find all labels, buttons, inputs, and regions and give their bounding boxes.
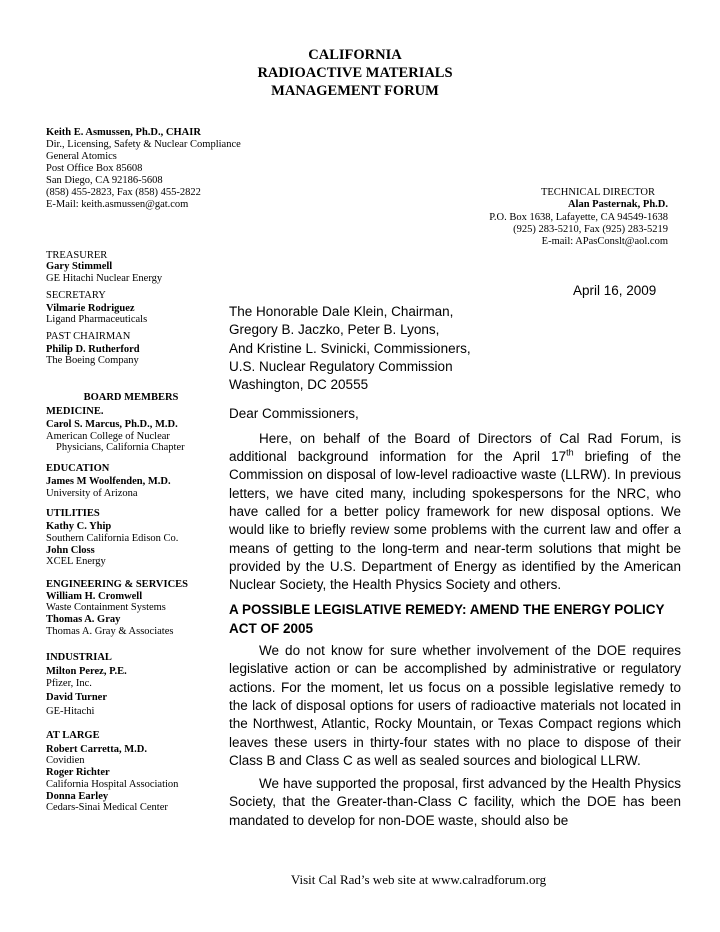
letter-date: April 16, 2009 — [573, 283, 657, 298]
member-name: Carol S. Marcus, Ph.D., M.D. — [46, 419, 178, 431]
treasurer-org: GE Hitachi Nuclear Energy — [46, 272, 163, 284]
member-org: Southern California Edison Co. — [46, 532, 179, 544]
title-line-1: CALIFORNIA — [308, 47, 402, 63]
category-education: EDUCATION — [46, 463, 110, 475]
category-engineering: ENGINEERING & SERVICES — [46, 578, 188, 590]
category-industrial: INDUSTRIAL — [46, 652, 112, 664]
member-name: Roger Richter — [46, 767, 110, 779]
member-org: California Hospital Association — [46, 778, 179, 790]
recipient-address — [229, 303, 681, 394]
salutation: Dear Commissioners, — [229, 406, 359, 422]
member-name: James M Woolfenden, M.D. — [46, 476, 171, 488]
address-line: U.S. Nuclear Regulatory Commission — [229, 358, 453, 374]
chair-line: Dir., Licensing, Safety & Nuclear Compliance — [46, 139, 241, 150]
member-name: John Closs — [46, 544, 95, 556]
member-org: Pfizer, Inc. — [46, 677, 92, 689]
technical-director-name: Alan Pasternak, Ph.D. — [567, 199, 668, 211]
member-org: XCEL Energy — [46, 556, 106, 568]
chair-line: Post Office Box 85608 — [46, 163, 143, 174]
member-name: Donna Earley — [46, 790, 109, 802]
paragraph-proposal: We have supported the proposal, first advanced by the Health Physics Society, that the Greater-than-Class C facility, which the DOE has been mandated to develop for non-DOE waste, should also be — [229, 776, 681, 828]
technical-director-line: P.O. Box 1638, Lafayette, CA 94549-1638 — [489, 211, 668, 223]
chair-line: (858) 455-2823, Fax (858) 455-2822 — [46, 187, 201, 198]
past-chairman-name: Philip D. Rutherford — [46, 344, 140, 356]
letter-body — [229, 303, 681, 835]
chair-line: San Diego, CA 92186-5608 — [46, 175, 163, 186]
ordinal-suffix: th — [566, 447, 574, 458]
footer — [0, 872, 720, 888]
footer-website-text: Visit Cal Rad’s web site at www.calradforum.org — [290, 872, 547, 887]
past-chairman-org: The Boeing Company — [46, 355, 139, 367]
address-line: Washington, DC 20555 — [229, 377, 369, 393]
member-name: Robert Carretta, M.D. — [46, 743, 147, 755]
member-org: American College of Nuclear — [46, 430, 170, 442]
secretary-name: Vilmarie Rodriguez — [46, 303, 135, 315]
chair-email: E-Mail: keith.asmussen@gat.com — [46, 199, 189, 210]
role-secretary: SECRETARY — [46, 289, 106, 301]
chair-line: General Atomics — [46, 151, 117, 162]
member-org: Physicians, California Chapter — [56, 441, 185, 453]
paragraph-legislative: We do not know for sure whether involvement of the DOE requires legislative action or can be accomplished by administrative or regulatory actions. For the moment, let us focus on a possible legislative remedy to the lack of disposal options for users of radioactive materials not located in the Northwest, Atlantic, Rocky Mountain, or Texas Compact regions which leaves these users in thirty-four states with no place to dispose of their Class B and Class C as well as sealed sources and biological LLRW. — [229, 643, 681, 768]
technical-director-block — [489, 187, 668, 248]
treasurer-name: Gary Stimmell — [46, 261, 113, 273]
address-line: And Kristine L. Svinicki, Commissioners, — [229, 340, 471, 356]
technical-director-line: (925) 283-5210, Fax (925) 283-5219 — [513, 223, 668, 235]
chair-block — [46, 127, 241, 211]
member-name: William H. Cromwell — [46, 590, 143, 602]
section-heading: A POSSIBLE LEGISLATIVE REMEDY: AMEND THE ENERGY POLICY ACT OF 2005 — [229, 602, 665, 636]
category-at-large: AT LARGE — [46, 729, 100, 741]
technical-director-heading: TECHNICAL DIRECTOR — [540, 187, 655, 198]
officers-sidebar — [46, 250, 216, 814]
member-name: David Turner — [46, 691, 107, 703]
member-org: Waste Containment Systems — [46, 602, 166, 614]
chair-name: Keith E. Asmussen, Ph.D., CHAIR — [46, 127, 201, 138]
technical-director-email: E-mail: APasConslt@aol.com — [541, 236, 668, 248]
board-members-heading: BOARD MEMBERS — [83, 391, 179, 403]
member-org: University of Arizona — [46, 487, 138, 499]
member-org: Cedars-Sinai Medical Center — [46, 802, 168, 814]
forum-title — [0, 46, 720, 100]
member-org: Covidien — [46, 755, 85, 767]
address-line: Gregory B. Jaczko, Peter B. Lyons, — [229, 322, 440, 338]
member-name: Kathy C. Yhip — [46, 521, 112, 533]
category-utilities: UTILITIES — [46, 508, 100, 520]
member-name: Thomas A. Gray — [46, 614, 121, 626]
secretary-org: Ligand Pharmaceuticals — [46, 314, 148, 326]
member-org: Thomas A. Gray & Associates — [46, 625, 174, 637]
role-past-chairman: PAST CHAIRMAN — [46, 330, 131, 342]
member-org: GE-Hitachi — [46, 706, 95, 718]
paragraph-intro — [229, 430, 681, 595]
address-line: The Honorable Dale Klein, Chairman, — [229, 304, 454, 319]
role-treasurer: TREASURER — [46, 250, 108, 261]
title-line-3: MANAGEMENT FORUM — [271, 83, 439, 99]
paragraph-text: briefing of the Commission on disposal of low-level radioactive waste (LLRW). In previous letters, we have cited many, including spokespersons for the NRC, who have called for a better policy framework for new disposal options. We would like to briefly review some problems with the current law and offer a means of getting to the long-term and near-term solutions that might be provided by the U.S. Department of Energy as identified by the American Nuclear Society, the Health Physics Society and others. — [229, 449, 681, 593]
title-line-2: RADIOACTIVE MATERIALS — [257, 65, 453, 81]
category-medicine: MEDICINE. — [46, 405, 104, 417]
member-name: Milton Perez, P.E. — [46, 666, 127, 678]
paragraph-text: Here, on behalf of the Board of Directors of Cal Rad Forum, is additional background information for the April 17 — [229, 430, 681, 465]
